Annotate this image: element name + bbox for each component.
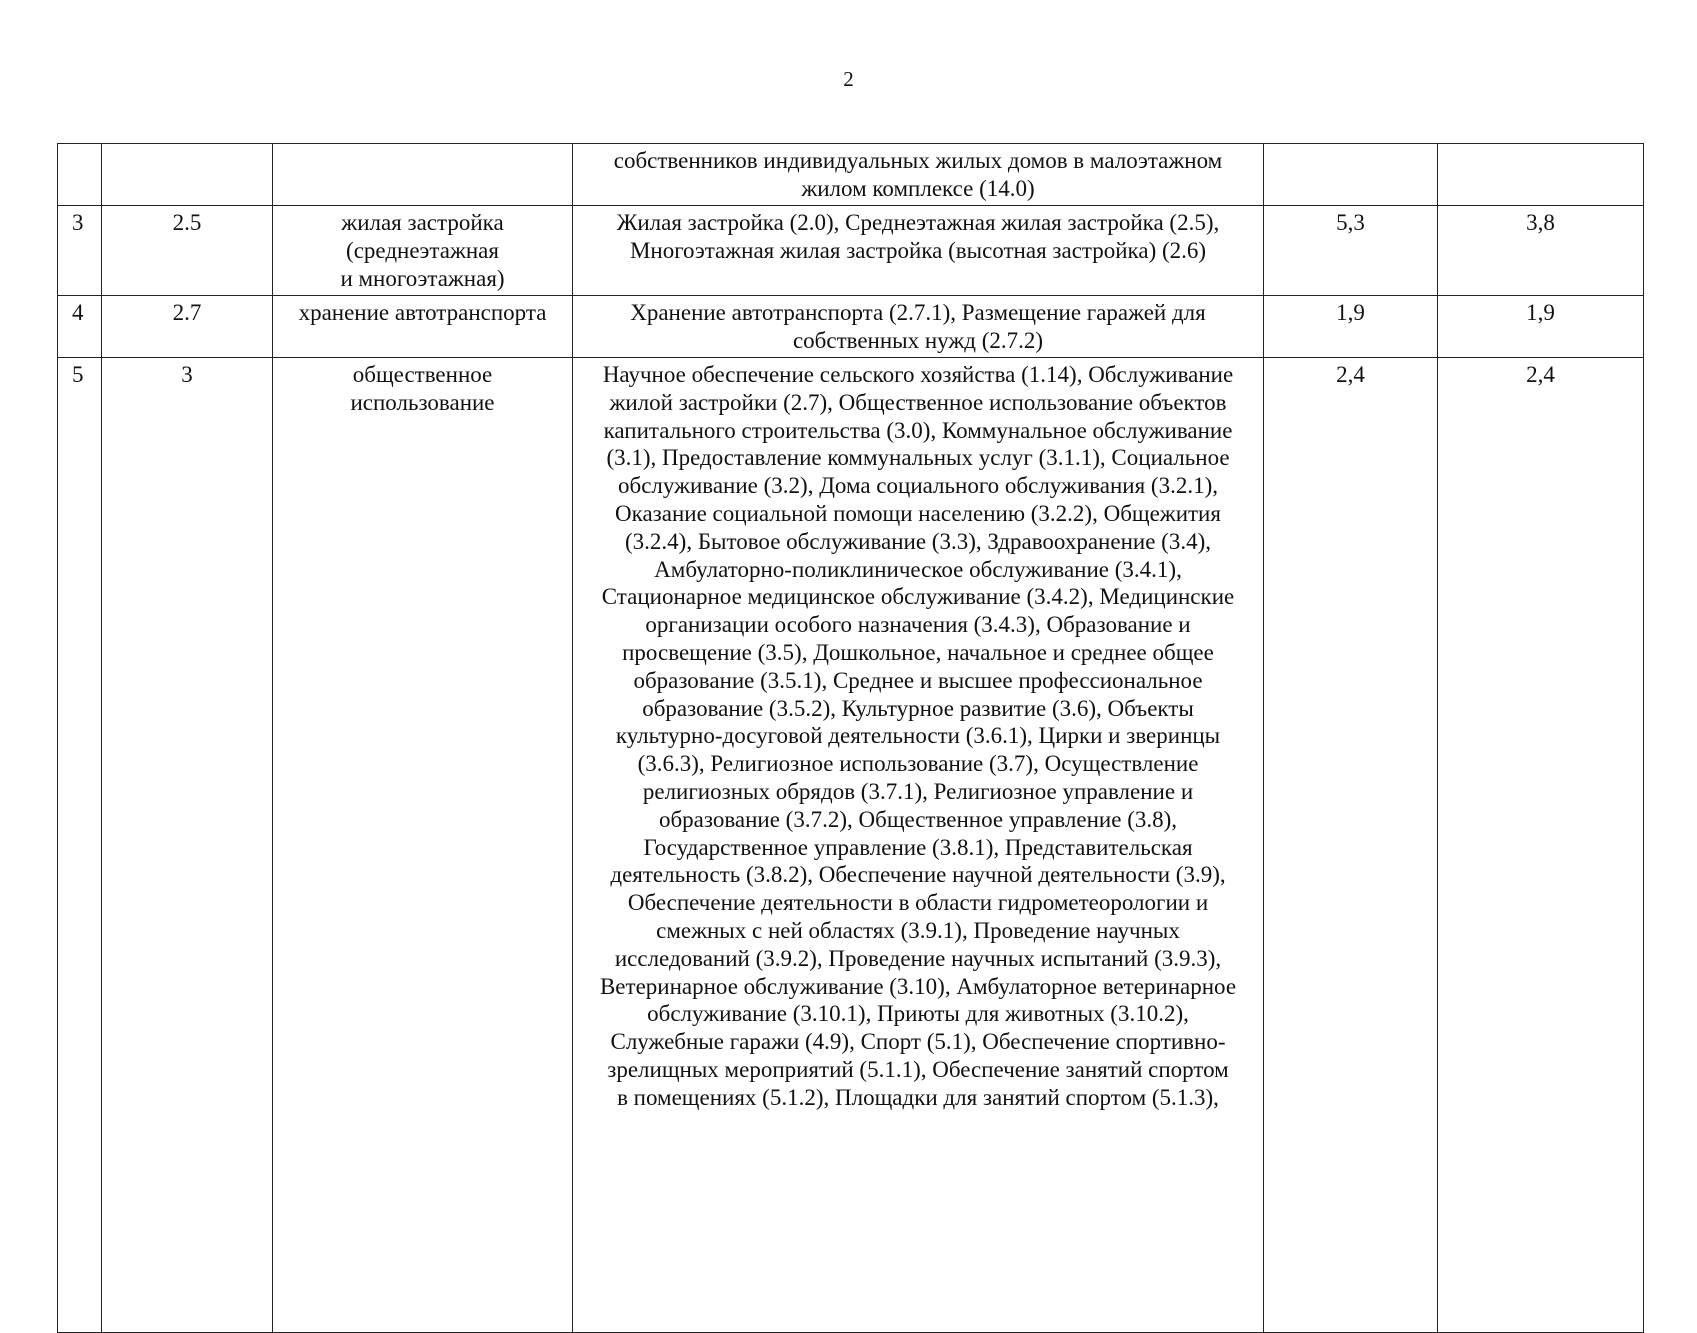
- zoning-table: [57, 143, 1644, 1333]
- value-cell-2: 2,4: [1438, 358, 1644, 1333]
- table-row: [58, 358, 1644, 1333]
- code-cell: 3: [102, 358, 273, 1333]
- table-row: [58, 296, 1644, 358]
- value-cell-2: 3,8: [1438, 206, 1644, 296]
- zone-name-cell: жилая застройка (среднеэтажная и многоэтажная): [273, 206, 573, 296]
- value-cell-2: [1438, 144, 1644, 206]
- table-row: [58, 144, 1644, 206]
- value-cell-1: [1264, 144, 1438, 206]
- permitted-use-cell: Хранение автотранспорта (2.7.1), Размещение гаражей для собственных нужд (2.7.2): [573, 296, 1264, 358]
- code-cell: 2.5: [102, 206, 273, 296]
- code-cell: [102, 144, 273, 206]
- row-number-cell: 5: [58, 358, 102, 1333]
- zone-name-cell: хранение автотранспорта: [273, 296, 573, 358]
- zone-name-cell: [273, 144, 573, 206]
- row-number-cell: 3: [58, 206, 102, 296]
- code-cell: 2.7: [102, 296, 273, 358]
- value-cell-2: 1,9: [1438, 296, 1644, 358]
- permitted-use-cell: Жилая застройка (2.0), Среднеэтажная жилая застройка (2.5), Многоэтажная жилая застройка (высотная застройка) (2.6): [573, 206, 1264, 296]
- row-number-cell: 4: [58, 296, 102, 358]
- zone-name-cell: общественное использование: [273, 358, 573, 1333]
- permitted-use-cell: Научное обеспечение сельского хозяйства (1.14), Обслуживание жилой застройки (2.7), Общественное использование объектов капитального строительства (3.0), Коммунальное обслуживание (3.1), Предоставление коммунальных услуг (3.1.1), Социальное обслуживание (3.2), Дома социального обслуживания (3.2.1), Оказание социальной помощи населению (3.2.2), Общежития (3.2.4), Бытовое обслуживание (3.3), Здравоохранение (3.4), Амбулаторно-поликлиническое обслуживание (3.4.1), Стационарное медицинское обслуживание (3.4.2), Медицинские организации особого назначения (3.4.3), Образование и просвещение (3.5), Дошкольное, начальное и среднее общее образование (3.5.1), Среднее и высшее профессиональное образование (3.5.2), Культурное развитие (3.6), Объекты культурно-досуговой деятельности (3.6.1), Цирки и зверинцы (3.6.3), Религиозное использование (3.7), Осуществление религиозных обрядов (3.7.1), Религиозное управление и образование (3.7.2), Общественное управление (3.8), Государственное управление (3.8.1), Представительская деятельность (3.8.2), Обеспечение научной деятельности (3.9), Обеспечение деятельности в области гидрометеорологии и смежных с ней областях (3.9.1), Проведение научных исследований (3.9.2), Проведение научных испытаний (3.9.3), Ветеринарное обслуживание (3.10), Амбулаторное ветеринарное обслуживание (3.10.1), Приюты для животных (3.10.2), Служебные гаражи (4.9), Спорт (5.1), Обеспечение спортивно- зрелищных мероприятий (5.1.1), Обеспечение занятий спортом в помещениях (5.1.2), Площадки для занятий спортом (5.1.3),: [573, 358, 1264, 1333]
- value-cell-1: 2,4: [1264, 358, 1438, 1333]
- page-number: 2: [843, 67, 854, 91]
- permitted-use-cell: собственников индивидуальных жилых домов в малоэтажном жилом комплексе (14.0): [573, 144, 1264, 206]
- value-cell-1: 5,3: [1264, 206, 1438, 296]
- value-cell-1: 1,9: [1264, 296, 1438, 358]
- table-row: [58, 206, 1644, 296]
- row-number-cell: [58, 144, 102, 206]
